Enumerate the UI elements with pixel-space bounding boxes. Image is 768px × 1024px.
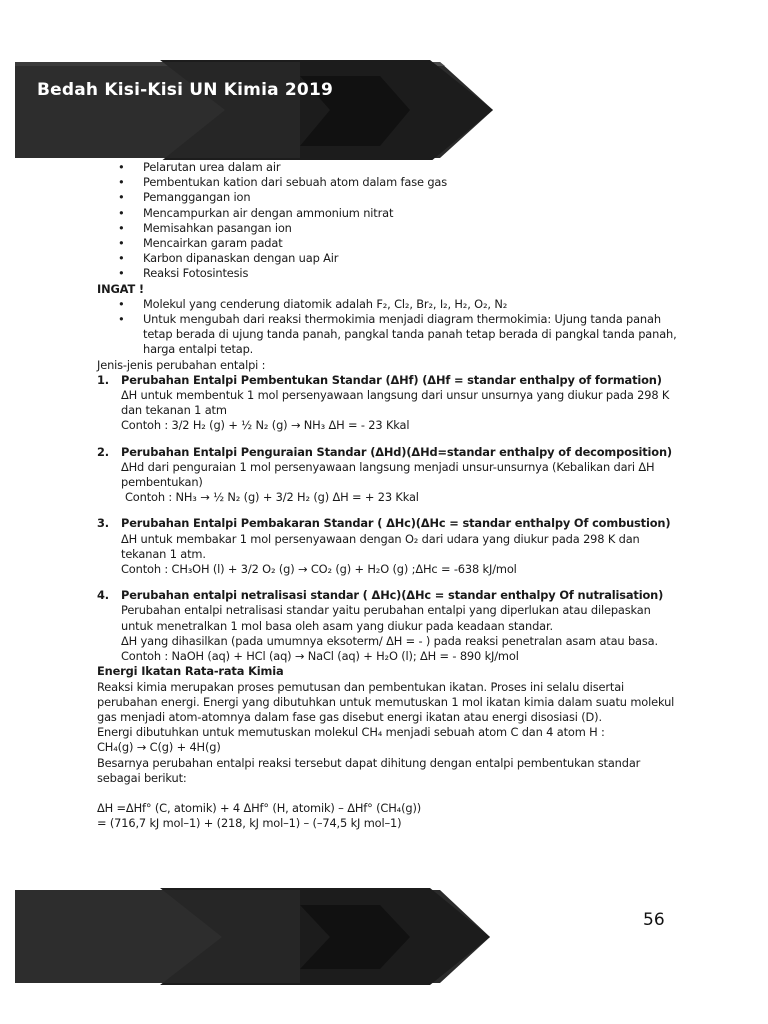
item-heading: Perubahan Entalpi Penguraian Standar (ΔHd)(ΔHd=standar enthalpy of decomposition) [121,444,672,459]
enthalpy-item-3 [97,516,677,577]
item-number: 4. [97,588,109,603]
energi-paragraph-3: Besarnya perubahan entalpi reaksi tersebut dapat dihitung dengan entalpi pembentukan standar sebagai berikut: [97,755,641,785]
enthalpy-item-4 [97,588,677,664]
list-item: • Molekul yang cenderung diatomik adalah F₂, Cl₂, Br₂, I₂, H₂, O₂, N₂ [97,297,677,312]
item-example: Contoh : NaOH (aq) + HCl (aq) → NaCl (aq) + H₂O (l); ΔH = - 890 kJ/mol [121,649,519,664]
item-number: 1. [97,372,109,387]
page-content [97,160,677,831]
list-item: • Mencairkan garam padat [97,236,677,251]
jenis-intro: Jenis-jenis perubahan entalpi : [97,357,266,372]
list-item: • Memisahkan pasangan ion [97,221,677,236]
list-item: • Pelarutan urea dalam air [97,160,677,175]
list-item: • Untuk mengubah dari reaksi thermokimia menjadi diagram thermokimia: Ujung tanda panah tetap berada di ujung tanda panah, pangkal tanda panah tetap berada di pangkal tanda panah, harga entalpi tetap. [97,312,677,358]
top-bullet-list [97,160,677,282]
item-heading: Perubahan Entalpi Pembentukan Standar (ΔHf) (ΔHf = standar enthalpy of formation) [121,372,662,387]
item-description: ΔH untuk membentuk 1 mol persenyawaan langsung dari unsur unsurnya yang diukur pada 298 K dan tekanan 1 atm [121,388,670,418]
item-example: Contoh : 3/2 H₂ (g) + ½ N₂ (g) → NH₃ ΔH = - 23 Kkal [121,418,410,433]
item-heading: Perubahan entalpi netralisasi standar ( ΔHc)(ΔHc = standar enthalpy Of nutralisation) [121,588,664,603]
enthalpy-item-1 [97,373,677,434]
header-title: Bedah Kisi-Kisi UN Kimia 2019 [37,80,334,100]
list-item: • Reaksi Fotosintesis [97,266,677,281]
list-item: • Mencampurkan air dengan ammonium nitrat [97,206,677,221]
energi-formula-1: ΔH =ΔHf° (C, atomik) + 4 ΔHf° (H, atomik) – ΔHf° (CH₄(g)) [97,800,422,815]
list-item: • Pemanggangan ion [97,190,677,205]
footer-banner-shape [0,885,768,985]
header-banner [0,0,768,160]
footer-banner [0,885,768,985]
item-description: ΔH untuk membakar 1 mol persenyawaan dengan O₂ dari udara yang diukur pada 298 K dan tekanan 1 atm. [121,531,640,561]
energi-reaction: CH₄(g) → C(g) + 4H(g) [97,740,221,755]
energi-paragraph: Reaksi kimia merupakan proses pemutusan dan pembentukan ikatan. Proses ini selalu disertai perubahan energi. Energi yang dibutuhkan untuk memutuskan 1 mol ikatan kimia dalam suatu molekul gas menjadi atom-atomnya dalam fase gas disebut energi ikatan atau energi disosiasi (D). [97,679,675,724]
item-number: 2. [97,444,109,459]
item-number: 3. [97,516,109,531]
item-description: ΔHd dari penguraian 1 mol persenyawaan langsung menjadi unsur-unsurnya (Kebalikan dari ΔH pembentukan) [121,459,655,490]
item-description: Perubahan entalpi netralisasi standar yaitu perubahan entalpi yang diperlukan atau dilepaskan untuk menetralkan 1 mol basa oleh asam yang diukur pada keadaan standar. [121,603,651,633]
enthalpy-item-2 [97,445,677,506]
energi-paragraph-2: Energi dibutuhkan untuk memutuskan molekul CH₄ menjadi sebuah atom C dan 4 atom H : [97,725,605,740]
list-item: • Karbon dipanaskan dengan uap Air [97,251,677,266]
ingat-heading: INGAT ! [97,281,144,296]
item-description-2: ΔH yang dihasilkan (pada umumnya eksoterm/ ΔH = - ) pada reaksi penetralan asam atau basa. [121,633,658,648]
energi-formula-2: = (716,7 kJ mol–1) + (218, kJ mol–1) – (–74,5 kJ mol–1) [97,816,402,831]
item-example: Contoh : CH₃OH (l) + 3/2 O₂ (g) → CO₂ (g) + H₂O (g) ;ΔHc = -638 kJ/mol [121,562,517,577]
ingat-bullet-list [97,297,677,358]
item-heading: Perubahan Entalpi Pembakaran Standar ( ΔHc)(ΔHc = standar enthalpy Of combustion) [121,516,671,531]
item-example: Contoh : NH₃ → ½ N₂ (g) + 3/2 H₂ (g) ΔH = + 23 Kkal [125,490,419,505]
energi-heading: Energi Ikatan Rata-rata Kimia [97,664,284,679]
page-number: 56 [643,910,665,930]
list-item: • Pembentukan kation dari sebuah atom dalam fase gas [97,175,677,190]
